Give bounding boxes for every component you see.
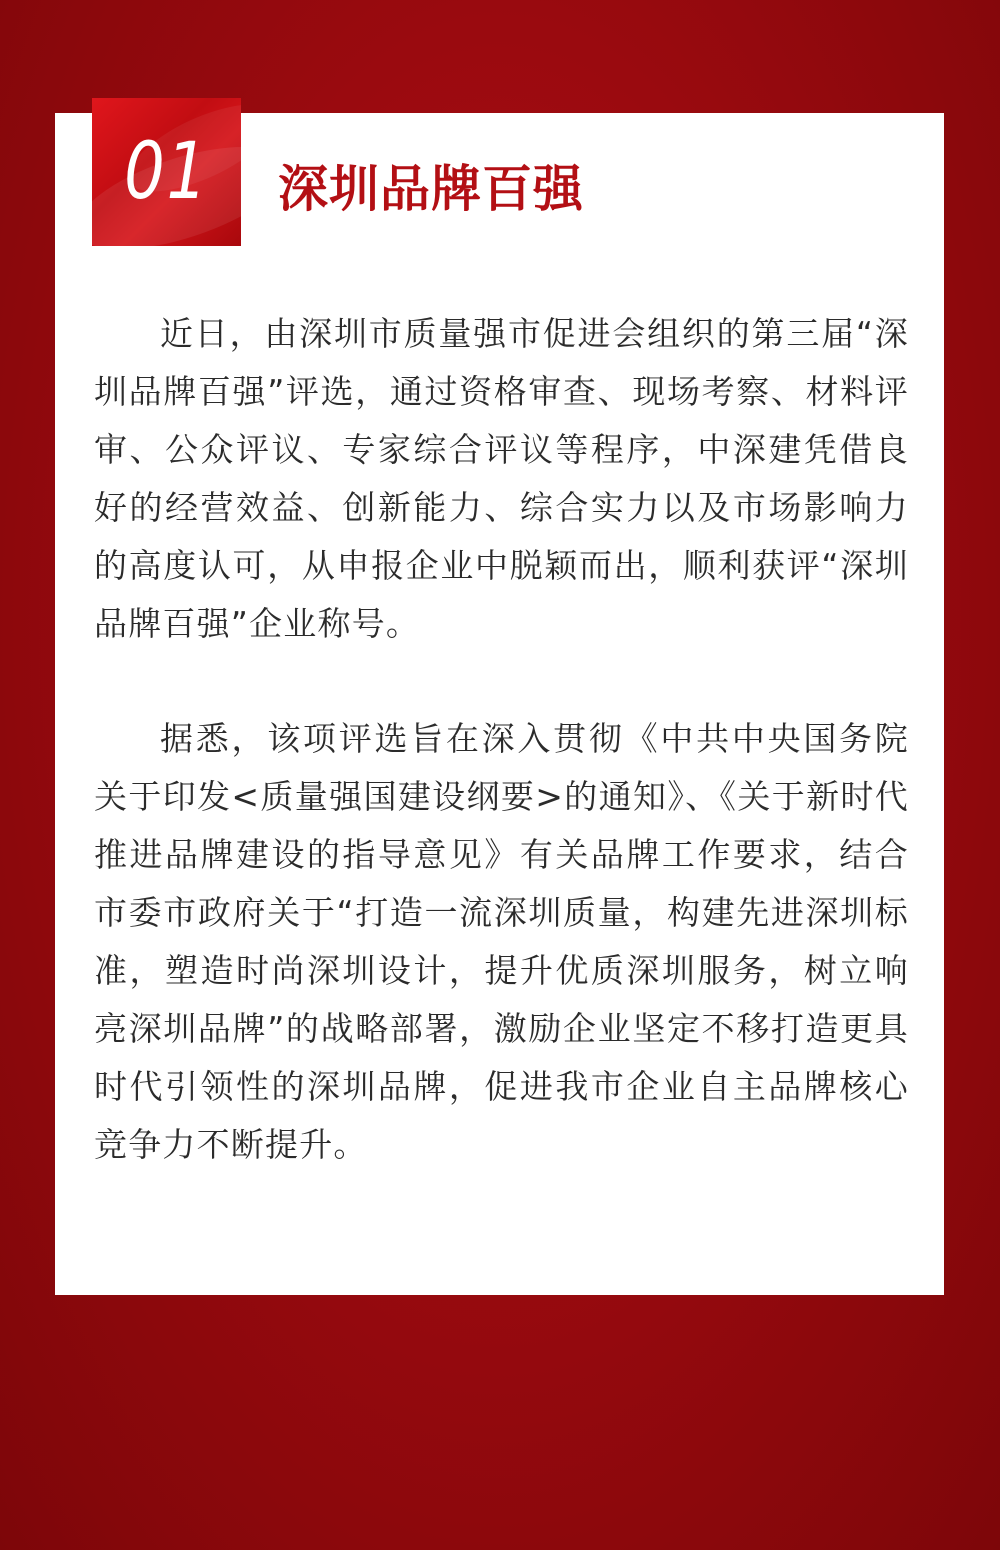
section-title: 深圳品牌百强: [278, 160, 584, 218]
body-paragraph-1: 近日，由深圳市质量强市促进会组织的第三届“深圳品牌百强”评选，通过资格审查、现场考察、材料评审、公众评议、专家综合评议等程序，中深建凭借良好的经营效益、创新能力、综合实力以及市场影响力的高度认可，从申报企业中脱颖而出，顺利获评“深圳品牌百强”企业称号。: [94, 314, 909, 643]
section-number: 01: [124, 127, 209, 217]
body-paragraph-2: 据悉，该项评选旨在深入贯彻《中共中央国务院关于印发<质量强国建设纲要>的通知》、《关于新时代推进品牌建设的指导意见》有关品牌工作要求，结合市委市政府关于“打造一流深圳质量，构建先进深圳标准，塑造时尚深圳设计，提升优质深圳服务，树立响亮深圳品牌”的战略部署，激励企业坚定不移打造更具时代引领性的深圳品牌，促进我市企业自主品牌核心竞争力不断提升。: [94, 719, 909, 1164]
section-number-badge: [92, 98, 241, 246]
